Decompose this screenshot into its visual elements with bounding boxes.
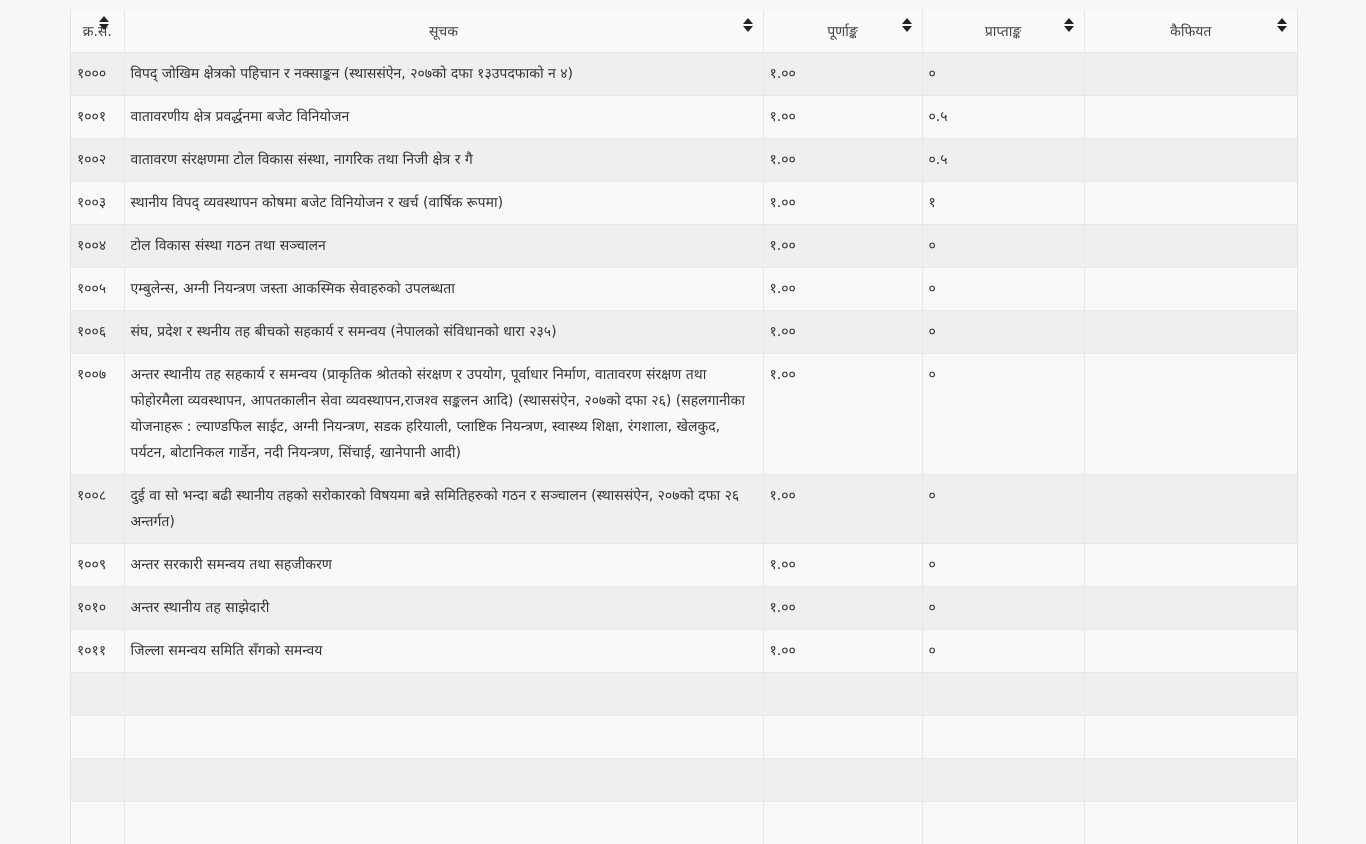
column-header-obtained-label: प्राप्ताङ्क <box>985 24 1021 40</box>
empty-cell <box>1084 802 1297 844</box>
table-row <box>71 96 1297 139</box>
cell-remarks <box>1084 630 1297 673</box>
cell-indicator: विपद् जोखिम क्षेत्रको पहिचान र नक्साङ्कन (स्थाससंऐन, २०७को दफा १३उपदफाको न ४) <box>124 53 763 96</box>
empty-cell <box>922 759 1084 802</box>
cell-obtained: ० <box>922 475 1084 544</box>
cell-remarks <box>1084 354 1297 475</box>
table-row <box>71 587 1297 630</box>
table-header-row <box>71 10 1297 53</box>
indicator-table-container <box>70 10 1298 844</box>
cell-obtained: ० <box>922 587 1084 630</box>
cell-indicator: अन्तर स्थानीय तह साझेदारी <box>124 587 763 630</box>
cell-indicator: टोल विकास संस्था गठन तथा सञ्चालन <box>124 225 763 268</box>
cell-obtained: ०.५ <box>922 96 1084 139</box>
cell-full-marks: १.०० <box>763 268 922 311</box>
empty-cell <box>71 716 124 759</box>
column-header-obtained[interactable] <box>922 10 1084 53</box>
empty-cell <box>71 802 124 844</box>
cell-full-marks: १.०० <box>763 354 922 475</box>
table-row <box>71 225 1297 268</box>
table-row <box>71 139 1297 182</box>
table-row <box>71 268 1297 311</box>
cell-indicator: स्थानीय विपद् व्यवस्थापन कोषमा बजेट विनियोजन र खर्च (वार्षिक रूपमा) <box>124 182 763 225</box>
empty-table-row <box>71 802 1297 844</box>
sort-icon[interactable] <box>902 16 912 34</box>
cell-sn: १००३ <box>71 182 124 225</box>
empty-cell <box>71 759 124 802</box>
cell-remarks <box>1084 268 1297 311</box>
sort-icon[interactable] <box>1277 16 1287 34</box>
cell-indicator: संघ, प्रदेश र स्थनीय तह बीचको सहकार्य र समन्वय (नेपालको संविधानको धारा २३५) <box>124 311 763 354</box>
cell-sn: १००८ <box>71 475 124 544</box>
empty-cell <box>763 716 922 759</box>
table-row <box>71 630 1297 673</box>
table-row <box>71 354 1297 475</box>
column-header-indicator[interactable] <box>124 10 763 53</box>
cell-remarks <box>1084 96 1297 139</box>
cell-obtained: ० <box>922 53 1084 96</box>
column-header-remarks-label: कैफियत <box>1170 24 1211 40</box>
cell-obtained: ० <box>922 354 1084 475</box>
empty-cell <box>1084 716 1297 759</box>
empty-cell <box>763 802 922 844</box>
cell-obtained: ०.५ <box>922 139 1084 182</box>
column-header-sn[interactable] <box>71 10 124 53</box>
cell-full-marks: १.०० <box>763 311 922 354</box>
cell-indicator: वातावरणीय क्षेत्र प्रवर्द्धनमा बजेट विनियोजन <box>124 96 763 139</box>
empty-cell <box>922 673 1084 716</box>
column-header-full-marks-label: पूर्णाङ्क <box>827 24 858 40</box>
cell-sn: १००० <box>71 53 124 96</box>
cell-full-marks: १.०० <box>763 225 922 268</box>
cell-sn: १००१ <box>71 96 124 139</box>
cell-sn: १००५ <box>71 268 124 311</box>
empty-cell <box>922 716 1084 759</box>
cell-full-marks: १.०० <box>763 139 922 182</box>
sort-icon[interactable] <box>99 14 109 32</box>
cell-full-marks: १.०० <box>763 96 922 139</box>
empty-cell <box>763 759 922 802</box>
cell-obtained: ० <box>922 268 1084 311</box>
empty-cell <box>1084 759 1297 802</box>
indicator-table <box>71 10 1297 844</box>
cell-full-marks: १.०० <box>763 182 922 225</box>
empty-table-row <box>71 759 1297 802</box>
cell-remarks <box>1084 225 1297 268</box>
empty-table-row <box>71 673 1297 716</box>
sort-icon[interactable] <box>743 16 753 34</box>
cell-full-marks: १.०० <box>763 587 922 630</box>
column-header-sn-label: क्र.सं. <box>83 24 112 40</box>
empty-table-row <box>71 716 1297 759</box>
sort-icon[interactable] <box>1064 16 1074 34</box>
table-row <box>71 544 1297 587</box>
cell-indicator: अन्तर सरकारी समन्वय तथा सहजीकरण <box>124 544 763 587</box>
empty-cell <box>124 716 763 759</box>
cell-sn: १००७ <box>71 354 124 475</box>
cell-full-marks: १.०० <box>763 544 922 587</box>
cell-sn: १००९ <box>71 544 124 587</box>
cell-remarks <box>1084 53 1297 96</box>
column-header-full-marks[interactable] <box>763 10 922 53</box>
cell-remarks <box>1084 182 1297 225</box>
cell-indicator: एम्बुलेन्स, अग्नी नियन्त्रण जस्ता आकस्मिक सेवाहरुको उपलब्धता <box>124 268 763 311</box>
cell-obtained: ० <box>922 225 1084 268</box>
cell-indicator: वातावरण संरक्षणमा टोल विकास संस्था, नागरिक तथा निजी क्षेत्र र गै <box>124 139 763 182</box>
cell-sn: १०१० <box>71 587 124 630</box>
cell-full-marks: १.०० <box>763 475 922 544</box>
empty-cell <box>124 759 763 802</box>
column-header-indicator-label: सूचक <box>429 24 458 40</box>
cell-sn: १००६ <box>71 311 124 354</box>
table-row <box>71 182 1297 225</box>
cell-indicator: अन्तर स्थानीय तह सहकार्य र समन्वय (प्राकृतिक श्रोतको संरक्षण र उपयोग, पूर्वाधार निर्माण, वातावरण संरक्षण तथा फोहोरमैला व्यवस्थापन, आपतकालीन सेवा व्यवस्थापन,राजश्व सङ्कलन आदि) (स्थाससंऐन, २०७को दफा २६) (सहलगानीका योजनाहरू : ल्याण्डफिल साईट, अग्नी नियन्त्रण, सडक हरियाली, प्लाष्टिक नियन्त्रण, स्वास्थ्य शिक्षा, रंगशाला, खेलकुद, पर्यटन, बोटानिकल गार्डेन, नदी नियन्त्रण, सिंचाई, खानेपानी आदी) <box>124 354 763 475</box>
empty-cell <box>1084 673 1297 716</box>
cell-obtained: ० <box>922 311 1084 354</box>
cell-indicator: दुई वा सो भन्दा बढी स्थानीय तहको सरोकारको विषयमा बन्ने समितिहरुको गठन र सञ्चालन (स्थाससंऐन, २०७को दफा २६ अन्तर्गत) <box>124 475 763 544</box>
table-row <box>71 53 1297 96</box>
cell-full-marks: १.०० <box>763 630 922 673</box>
cell-sn: १००४ <box>71 225 124 268</box>
table-row <box>71 311 1297 354</box>
cell-sn: १००२ <box>71 139 124 182</box>
cell-sn: १०११ <box>71 630 124 673</box>
cell-obtained: ० <box>922 630 1084 673</box>
empty-cell <box>763 673 922 716</box>
empty-cell <box>124 802 763 844</box>
cell-indicator: जिल्ला समन्वय समिति सँगको समन्वय <box>124 630 763 673</box>
cell-full-marks: १.०० <box>763 53 922 96</box>
empty-cell <box>124 673 763 716</box>
empty-cell <box>922 802 1084 844</box>
cell-remarks <box>1084 139 1297 182</box>
table-row <box>71 475 1297 544</box>
cell-remarks <box>1084 475 1297 544</box>
cell-remarks <box>1084 311 1297 354</box>
cell-remarks <box>1084 544 1297 587</box>
cell-remarks <box>1084 587 1297 630</box>
cell-obtained: ० <box>922 544 1084 587</box>
column-header-remarks[interactable] <box>1084 10 1297 53</box>
cell-obtained: १ <box>922 182 1084 225</box>
empty-cell <box>71 673 124 716</box>
